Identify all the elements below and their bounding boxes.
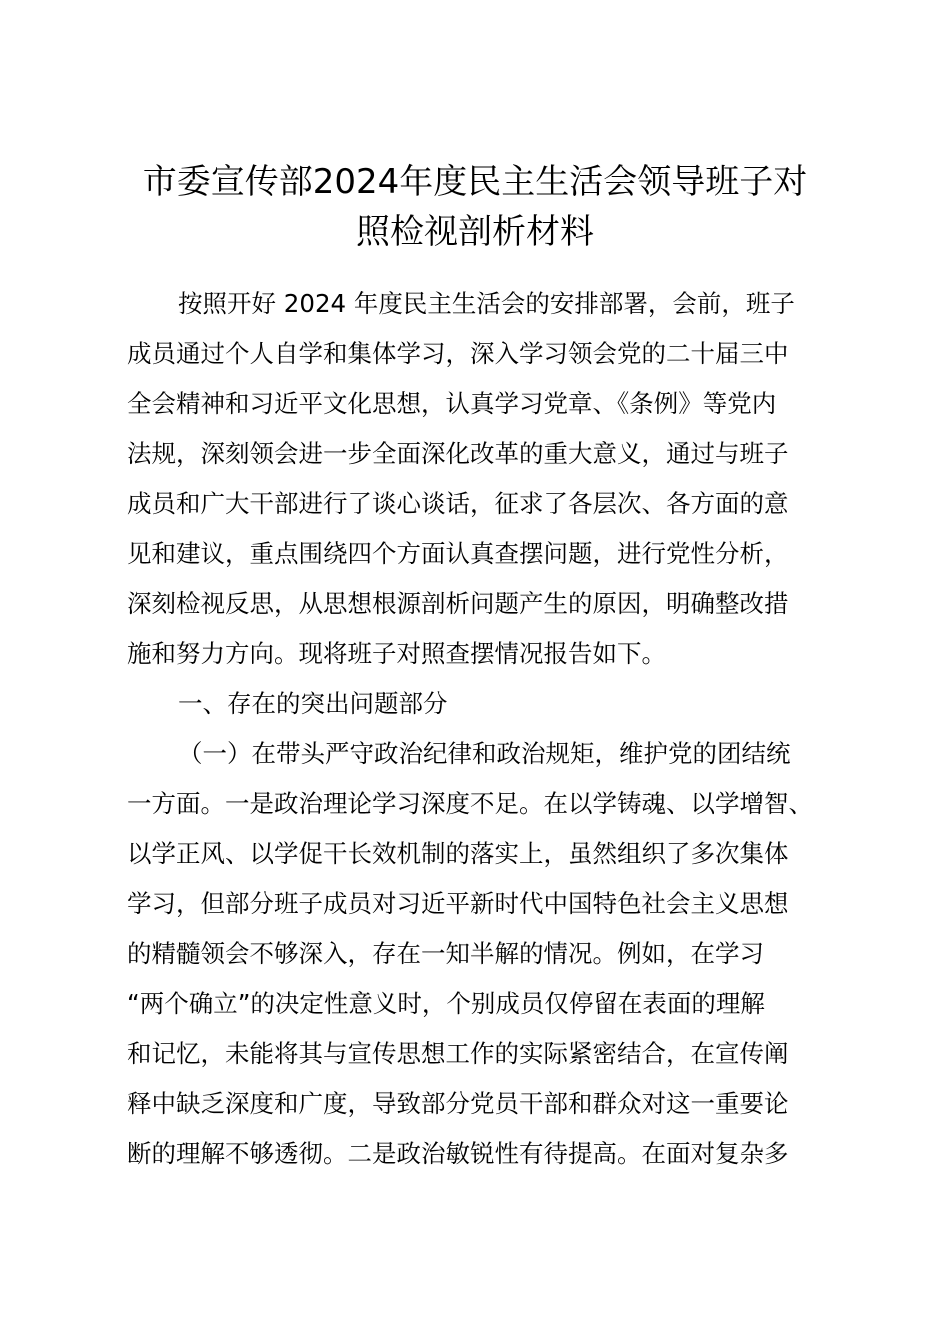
paragraph-line: 释中缺乏深度和广度，导致部分党员干部和群众对这一重要论 [127,1089,789,1118]
paragraph-line: 法规，深刻领会进一步全面深化改革的重大意义，通过与班子 [127,439,789,468]
paragraph-line: “两个确立”的决定性意义时，个别成员仅停留在表面的理解 [127,989,765,1018]
paragraph-line: 见和建议，重点围绕四个方面认真查摆问题，进行党性分析， [127,539,789,568]
paragraph-line: 学习，但部分班子成员对习近平新时代中国特色社会主义思想 [127,889,789,918]
section-heading: 一、存在的突出问题部分 [178,689,448,718]
paragraph-line: 断的理解不够透彻。二是政治敏锐性有待提高。在面对复杂多 [127,1139,789,1168]
paragraph-line: 以学正风、以学促干长效机制的落实上，虽然组织了多次集体 [127,839,789,868]
document-title-line-1: 市委宣传部2024年度民主生活会领导班子对 [142,162,808,202]
paragraph-line: 一方面。一是政治理论学习深度不足。在以学铸魂、以学增智、 [127,789,813,818]
document-title-line-2: 照检视剖析材料 [356,212,594,252]
paragraph-line: （一）在带头严守政治纪律和政治规矩，维护党的团结统 [178,739,791,768]
paragraph-line: 全会精神和习近平文化思想，认真学习党章、《条例》等党内 [127,389,777,418]
paragraph-line: 深刻检视反思，从思想根源剖析问题产生的原因，明确整改措 [127,589,789,618]
paragraph-line: 的精髓领会不够深入，存在一知半解的情况。例如，在学习 [127,939,764,968]
paragraph-line: 施和努力方向。现将班子对照查摆情况报告如下。 [127,639,666,668]
paragraph-line: 按照开好 2024 年度民主生活会的安排部署，会前，班子 [178,289,795,318]
paragraph-line: 成员通过个人自学和集体学习，深入学习领会党的二十届三中 [127,339,789,368]
paragraph-line: 和记忆，未能将其与宣传思想工作的实际紧密结合，在宣传阐 [127,1039,789,1068]
paragraph-line: 成员和广大干部进行了谈心谈话，征求了各层次、各方面的意 [127,489,789,518]
